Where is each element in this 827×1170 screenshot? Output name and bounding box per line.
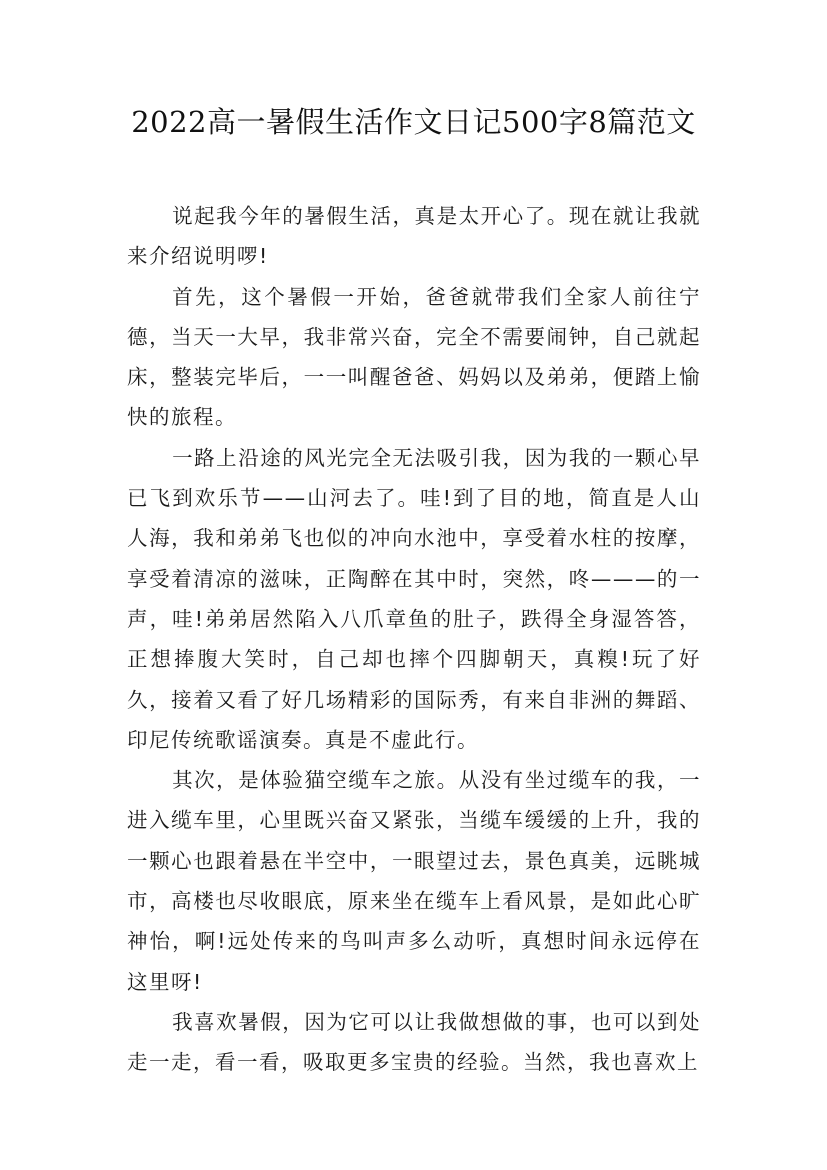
paragraph: 说起我今年的暑假生活，真是太开心了。现在就让我就来介绍说明啰! (127, 204, 701, 269)
paragraph: 其次，是体验猫空缆车之旅。从没有坐过缆车的我，一进入缆车里，心里既兴奋又紧张，当缆车缓缓的上升，我的一颗心也跟着悬在半空中，一眼望过去，景色真美，远眺城市，高楼也尽收眼底，原来坐在缆车上看风景，是如此心旷神怡，啊!远处传来的鸟叫声多么动听，真想时间永远停在这里呀! (127, 768, 701, 994)
paragraph: 我喜欢暑假，因为它可以让我做想做的事，也可以到处走一走，看一看，吸取更多宝贵的经验。当然，我也喜欢上 (127, 1009, 701, 1075)
document-body (127, 196, 701, 1083)
paragraph: 首先，这个暑假一开始，爸爸就带我们全家人前往宁德，当天一大早，我非常兴奋，完全不需要闹钟，自己就起床，整装完毕后，一一叫醒爸爸、妈妈以及弟弟，便踏上愉快的旅程。 (127, 284, 701, 430)
document-title: 2022高一暑假生活作文日记500字8篇范文 (131, 105, 696, 139)
paragraph: 一路上沿途的风光完全无法吸引我，因为我的一颗心早已飞到欢乐节——山河去了。哇!到了目的地，简直是人山人海，我和弟弟飞也似的冲向水池中，享受着水柱的按摩，享受着清凉的滋味，正陶醉在其中时，突然，咚———的一声，哇!弟弟居然陷入八爪章鱼的肚子，跌得全身湿答答，正想捧腹大笑时，自己却也摔个四脚朝天，真糗!玩了好久，接着又看了好几场精彩的国际秀，有来自非洲的舞蹈、印尼传统歌谣演奏。真是不虚此行。 (127, 445, 701, 752)
